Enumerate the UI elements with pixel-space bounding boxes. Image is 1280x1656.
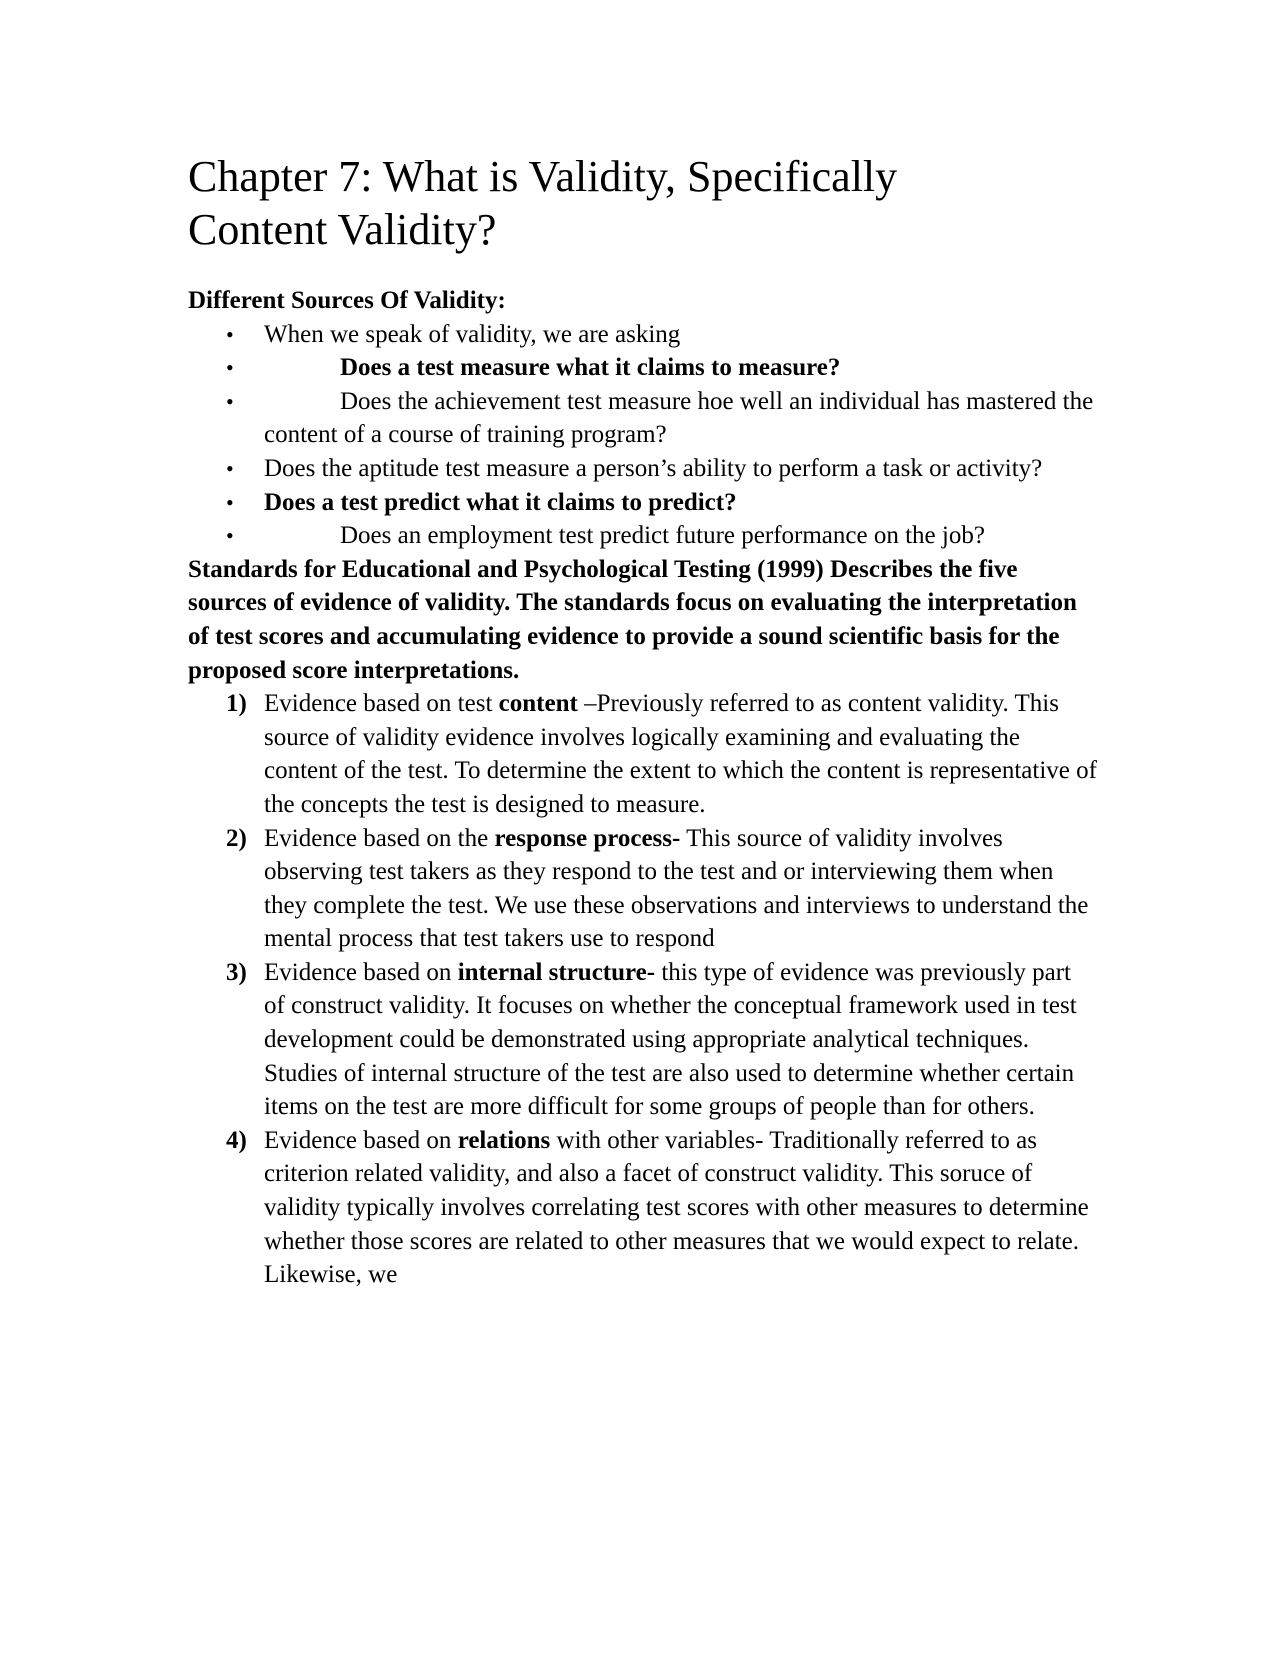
list-item <box>188 1124 1098 1292</box>
bullet-text: Does a test measure what it claims to measure? <box>340 354 841 382</box>
evidence-keyword: relations <box>457 1126 551 1154</box>
bullet-icon: • <box>226 489 234 515</box>
list-item <box>188 318 1098 352</box>
bullet-text: When we speak of validity, we are asking <box>264 320 681 348</box>
document-body <box>188 284 1098 1292</box>
bullet-icon: • <box>226 321 234 347</box>
list-item <box>188 486 1098 520</box>
bullet-text: Does the aptitude test measure a person’s ability to perform a task or activity? <box>264 454 1043 482</box>
list-item <box>188 687 1098 821</box>
evidence-text-pre: Evidence based on test <box>264 690 499 718</box>
item-number: 2) <box>226 824 247 852</box>
item-number: 4) <box>226 1126 247 1154</box>
bullet-icon: • <box>226 355 234 381</box>
evidence-sources-list <box>188 687 1098 1292</box>
evidence-keyword: response process- <box>494 824 681 852</box>
evidence-text-post: this type of evidence was previously part of construct validity. It focuses on whether the conceptual framework used in test development could be demonstrated using appropriate analytical techniques. Studies of internal structure of the test are also used to determine whether certain items on the test are more difficult for some groups of people than for others. <box>264 958 1077 1121</box>
bullet-icon: • <box>226 455 234 481</box>
standards-paragraph: Standards for Educational and Psychological Testing (1999) Describes the five sources of evidence of validity. The standards focus on evaluating the interpretation of test scores and accumulating evidence to provide a sound scientific basis for the proposed score interpretations. <box>188 555 1077 684</box>
bullet-text: Does the achievement test measure hoe well an individual has mastered the content of a course of training program? <box>264 387 1094 449</box>
bullet-text: Does a test predict what it claims to predict? <box>264 488 737 516</box>
evidence-text-pre: Evidence based on <box>264 958 458 986</box>
evidence-keyword: content <box>498 690 578 718</box>
list-item <box>188 956 1098 1124</box>
evidence-text-post: with other variables- Traditionally referred to as criterion related validity, and also a facet of construct validity. This soruce of validity typically involves correlating test scores with other measures to determine whether those scores are related to other measures that we would expect to relate. Likewise, we <box>264 1126 1089 1289</box>
bullet-icon: • <box>226 523 234 549</box>
evidence-text-post: –Previously referred to as content validity. This source of validity evidence involves logically examining and evaluating the content of the test. To determine the extent to which the content is representative of the concepts the test is designed to measure. <box>264 690 1097 818</box>
sources-heading: Different Sources Of Validity: <box>188 287 506 314</box>
item-number: 3) <box>226 958 247 986</box>
list-item <box>188 822 1098 956</box>
bullet-text: Does an employment test predict future performance on the job? <box>340 522 985 550</box>
document-page <box>188 150 1098 1292</box>
evidence-text-pre: Evidence based on the <box>264 824 495 852</box>
item-number: 1) <box>226 690 247 718</box>
list-item <box>188 452 1098 486</box>
page-title: Chapter 7: What is Validity, Specifically Content Validity? <box>188 152 898 254</box>
evidence-text-post: This source of validity involves observing test takers as they respond to the test and or interviewing them when they complete the test. We use these observations and interviews to understand the mental process that test takers use to respond <box>264 824 1089 953</box>
evidence-keyword: internal structure- <box>457 958 656 986</box>
validity-questions-list <box>188 318 1098 553</box>
list-item <box>188 519 1098 553</box>
list-item <box>188 385 1098 452</box>
bullet-icon: • <box>226 388 234 414</box>
list-item <box>188 351 1098 385</box>
evidence-text-pre: Evidence based on <box>264 1126 458 1154</box>
